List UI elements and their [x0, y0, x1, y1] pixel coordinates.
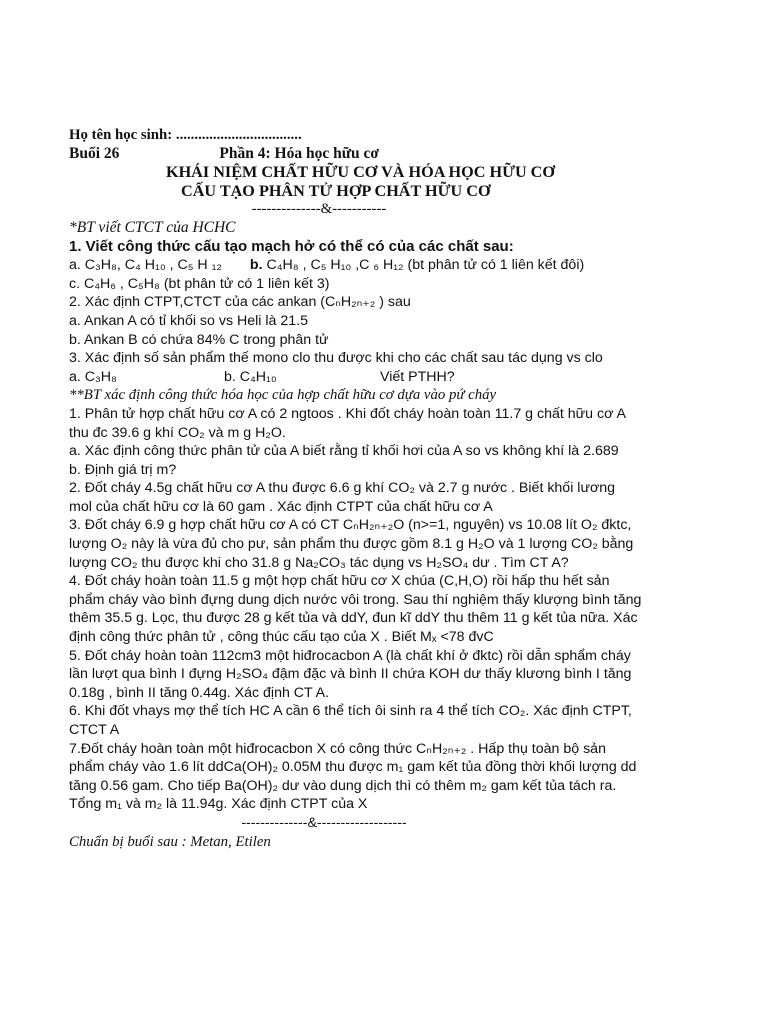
worksheet-content	[69, 126, 709, 851]
problem-line: lượng O₂ này là vừa đủ cho pư, sản phẩm thu được gồm 8.1 g H₂O và 1 lượng CO₂ bằng	[69, 536, 634, 553]
question-1a: a. C₃H₈, C₄ H₁₀ , C₅ H ₁₂	[69, 257, 222, 274]
problem-line: Tổng m₁ và m₂ là 11.94g. Xác định CTPT của X	[69, 796, 368, 813]
question-3-options	[69, 368, 709, 387]
problem-line: phẩm cháy vào 1.6 lít ddCa(OH)₂ 0.05M thu được m₁ gam kết tủa đồng thời khối lượng dd	[69, 759, 637, 776]
problem-line: thu đc 39.6 g khí CO₂ và m g H₂O.	[69, 424, 286, 441]
problem-line: 1. Phân tử hợp chất hữu cơ A có 2 ngtoos . Khi đốt cháy hoàn toàn 11.7 g chất hữu cơ A	[69, 405, 627, 422]
student-name-line: Họ tên học sinh: ..................................	[69, 127, 302, 143]
problem-line: 6. Khi đốt vhays mợ thể tích HC A cần 6 thể tích ôi sinh ra 4 thể tích CO₂. Xác định CTPT,	[69, 703, 632, 720]
question-1b-label: b.	[249, 257, 263, 274]
question-1-title: 1. Viết công thức cấu tạo mạch hở có thể có của các chất sau:	[69, 237, 514, 255]
problem-line: a. Xác định công thức phân tử của A biết rằng tỉ khối hơi của A so vs không khí là 2.689	[69, 443, 619, 460]
question-3a: a. C₃H₈	[69, 368, 117, 385]
question-3: 3. Xác định số sản phẩm thế mono clo thu được khi cho các chất sau tác dụng vs clo	[69, 350, 603, 367]
problem-line: lần lượt qua bình I đựng H₂SO₄ đậm đặc và bình II chứa KOH dư thấy klương bình I tăng	[69, 666, 632, 683]
problem-line: phẩm cháy vào bình đựng dung dịch nước vôi trong. Sau thí nghiệm thấy klượng bình tăng	[69, 591, 642, 608]
next-lesson-note: Chuẩn bị buổi sau : Metan, Etilen	[69, 833, 271, 850]
question-1a-1b	[69, 256, 709, 275]
question-2b: b. Ankan B có chứa 84% C trong phân tử	[69, 331, 329, 348]
problem-line: CTCT A	[69, 722, 120, 738]
section2-heading: **BT xác định công thức hóa học của hợp chất hữu cơ dựa vào pứ cháy	[69, 387, 497, 404]
lesson-number: Buổi 26	[69, 144, 120, 162]
problem-line: 4. Đốt cháy hoàn toàn 11.5 g một hợp chất hữu cơ X chúa (C,H,O) rồi hấp thu hết sản	[69, 573, 610, 590]
question-1b: C₄H₈ , C₅ H₁₀ ,C ₆ H₁₂ (bt phân tử có 1 liên kết đôi)	[262, 257, 585, 274]
problem-line: 2. Đốt cháy 4.5g chất hữu cơ A thu được 6.6 g khí CO₂ và 2.7 g nước . Biết khối lương	[69, 480, 616, 497]
problem-line: mol của chất hữu cơ là 60 gam . Xác định CTPT của chất hữu cơ A	[69, 498, 493, 515]
divider-bottom: --------------&-------------------	[241, 814, 407, 831]
lesson-line	[69, 145, 709, 164]
problem-line: 0.18g , bình II tăng 0.44g. Xác định CT A.	[69, 684, 330, 701]
problem-line: 7.Đốt cháy hoàn toàn một hiđrocacbon X có công thức CₙH₂ₙ₊₂ . Hấp thụ toàn bộ sản	[69, 740, 606, 757]
problem-line: b. Định giá trị m?	[69, 461, 177, 478]
problem-line: định công thức phân tử , công thúc cấu tạo của X . Biết Mₓ <78 đvC	[69, 629, 494, 646]
part-heading: Phần 4: Hóa học hữu cơ	[219, 144, 379, 162]
question-1c: c. C₄H₆ , C₅H₈ (bt phân tử có 1 liên kết 3)	[69, 275, 330, 292]
section2-problems	[69, 405, 709, 814]
title-line-2: CẤU TẠO PHÂN TỬ HỢP CHẤT HỮU CƠ	[181, 181, 491, 200]
problem-line: 5. Đốt cháy hoàn toàn 112cm3 một hiđrocacbon A (là chất khí ở đktc) rồi dẫn sphẩm cháy	[69, 647, 631, 664]
problem-line: tăng 0.56 gam. Cho tiếp Ba(OH)₂ dư vào dung dịch thì có thêm m₂ gam kết tủa tách ra.	[69, 777, 617, 794]
title-line-1: KHÁI NIỆM CHẤT HỮU CƠ VÀ HÓA HỌC HỮU CƠ	[166, 163, 555, 182]
problem-line: 3. Đốt cháy 6.9 g hợp chất hữu cơ A có CT CₙH₂ₙ₊₂O (n>=1, nguyên) vs 10.08 lít O₂ đktc,	[69, 517, 632, 534]
question-2a: a. Ankan A có tỉ khối so vs Heli là 21.5	[69, 312, 308, 329]
problem-line: thêm 35.5 g. Lọc, thu được 28 g kết tủa và ddY, đun kĩ ddY thu thêm 11 g kết tủa nữa. Xác	[69, 610, 638, 627]
question-3c: Viết PTHH?	[380, 368, 455, 385]
section1-heading: *BT viết CTCT của HCHC	[69, 218, 236, 236]
divider-top: --------------&-----------	[251, 201, 387, 218]
problem-line: lượng CO₂ thu được khi cho 31.8 g Na₂CO₃ tác dụng vs H₂SO₄ dư . Tìm CT A?	[69, 554, 569, 571]
question-2: 2. Xác định CTPT,CTCT của các ankan (CₙH₂ₙ₊₂ ) sau	[69, 294, 411, 311]
question-3b: b. C₄H₁₀	[224, 368, 277, 385]
